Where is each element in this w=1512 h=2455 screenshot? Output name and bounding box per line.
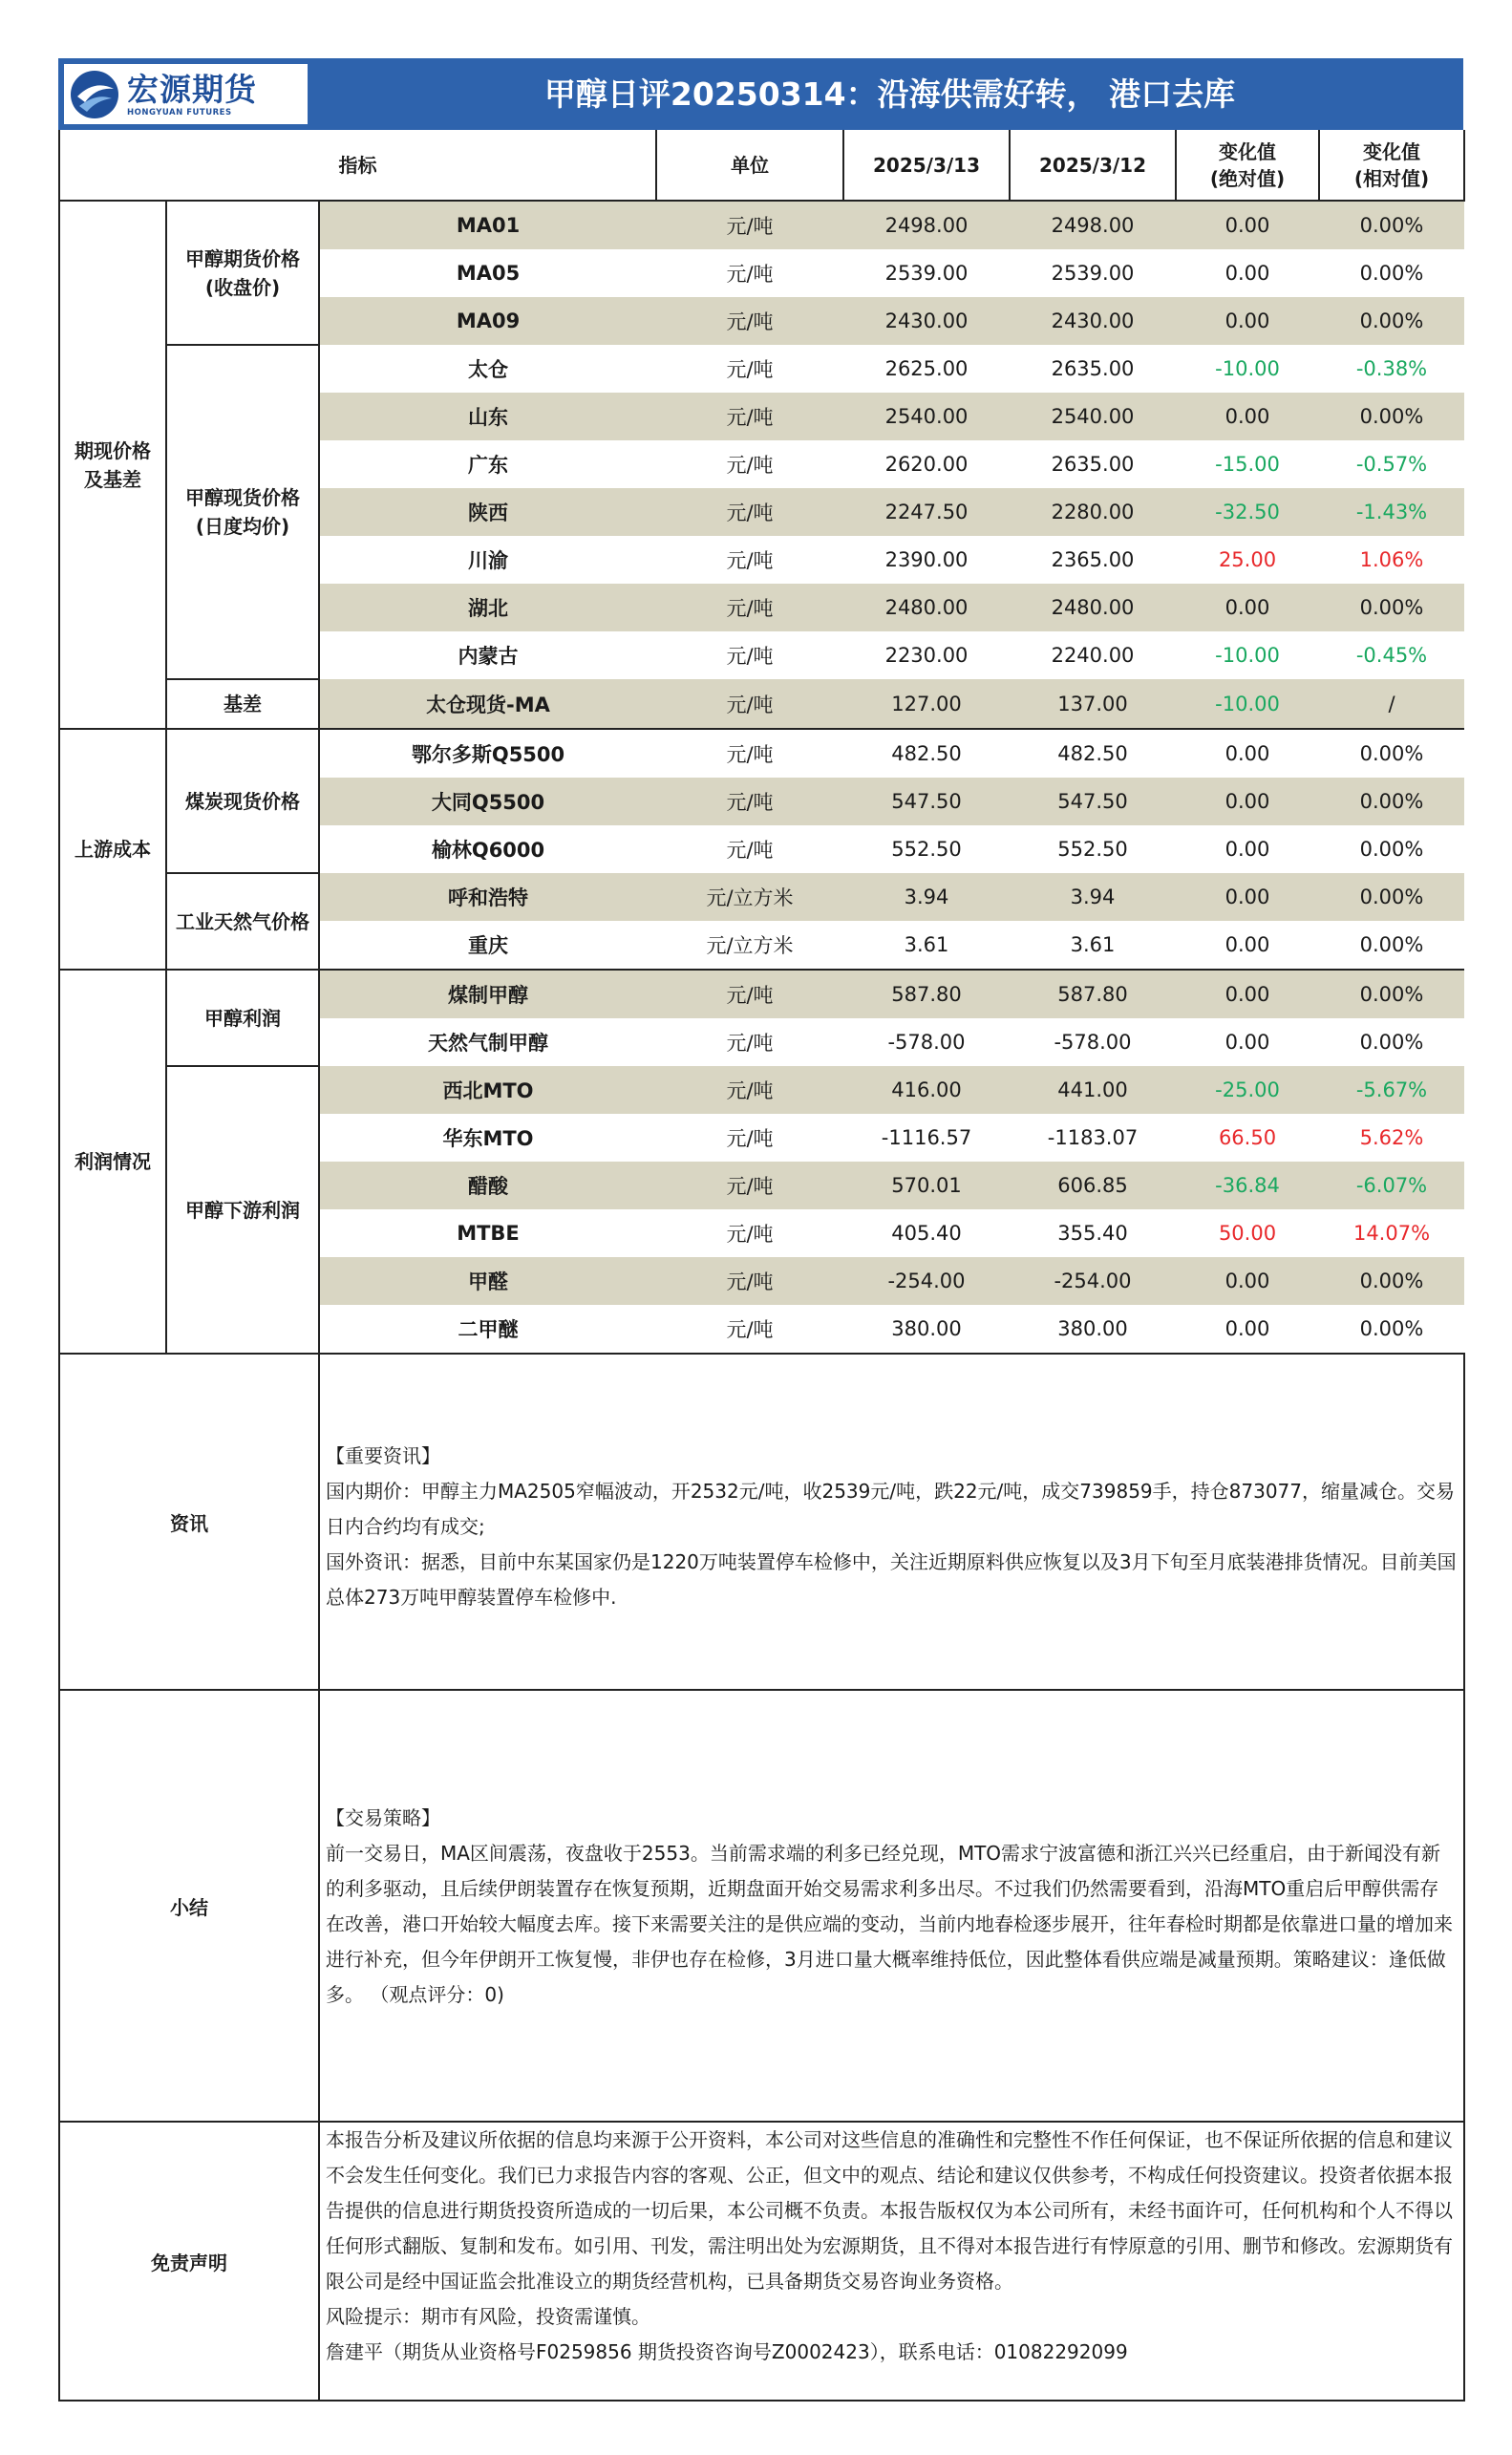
abs-change: 0.00 (1176, 201, 1319, 249)
value-date1: 587.80 (843, 970, 1010, 1018)
unit-cell: 元/吨 (726, 454, 774, 477)
abs-change: 0.00 (1225, 838, 1270, 861)
value-date2: 441.00 (1010, 1066, 1176, 1114)
disclaimer-label: 免责声明 (59, 2122, 319, 2401)
category-profit: 利润情况 (59, 970, 166, 1354)
disclaimer-text: 本报告分析及建议所依据的信息均来源于公开资料，本公司对这些信息的准确性和完整性不作任何保证，也不保证所依据的信息和建议不会发生任何变化。我们已力求报告内容的客观、公正，但文中的观点、结论和建议仅供参考，不构成任何投资建议。投资者依据本报告提供的信息进行期货投资所造成的一切后果，本公司概不负责。本报告版权仅为本公司所有，未经书面许可，任何机构和个人不得以任何形式翻版、复制和发布。如引用、刊发，需注明出处为宏源期货，且不得对本报告进行有悖原意的引用、删节和修改。宏源期货有限公司是经中国证监会批准设立的期货经营机构，已具备期货交易咨询业务资格。 (326, 2128, 1453, 2293)
value-date1: 547.50 (843, 778, 1010, 825)
rel-change: 0.00% (1319, 921, 1464, 970)
unit-cell: 元/吨 (726, 645, 774, 668)
indicator-name: 甲醛 (319, 1257, 656, 1305)
indicator-name: 湖北 (319, 584, 656, 631)
sub-basis: 基差 (166, 679, 319, 729)
abs-change: 0.00 (1176, 297, 1319, 345)
table-row (59, 873, 1464, 921)
value-date1: 405.40 (891, 1222, 962, 1245)
table-header (59, 130, 1464, 201)
value-date2: 2365.00 (1051, 548, 1135, 571)
indicator-name: 煤制甲醇 (319, 970, 656, 1018)
sub-gas-price: 工业天然气价格 (166, 873, 319, 970)
rel-change: 5.62% (1359, 1126, 1424, 1149)
table-row (59, 970, 1464, 1018)
abs-change: 0.00 (1176, 921, 1319, 970)
value-date2: 137.00 (1010, 679, 1176, 729)
logo-en-text: HONGYUAN FUTURES (127, 107, 232, 117)
value-date2: 2480.00 (1010, 584, 1176, 631)
value-date1: -254.00 (843, 1257, 1010, 1305)
unit-cell: 元/吨 (656, 201, 843, 249)
summary-row (59, 1690, 1464, 2122)
info-row (59, 1354, 1464, 1690)
table-row (59, 1066, 1464, 1114)
unit-cell: 元/吨 (656, 393, 843, 440)
unit-cell: 元/吨 (726, 1127, 774, 1150)
value-date2: 380.00 (1010, 1305, 1176, 1354)
value-date1: -1116.57 (881, 1126, 972, 1149)
indicator-name: MA09 (319, 297, 656, 345)
abs-change: -25.00 (1176, 1066, 1319, 1114)
value-date2: 482.50 (1057, 742, 1128, 765)
indicator-name: MA01 (319, 201, 656, 249)
info-content (319, 1354, 1464, 1690)
value-date1: 2247.50 (843, 488, 1010, 536)
unit-cell: 元/吨 (656, 488, 843, 536)
rel-change: -6.07% (1319, 1162, 1464, 1209)
value-date2: 355.40 (1057, 1222, 1128, 1245)
abs-change: -15.00 (1215, 453, 1280, 476)
sub-downstream-profit: 甲醇下游利润 (166, 1066, 319, 1354)
indicator-name: 太仓现货-MA (319, 679, 656, 729)
unit-cell: 元/吨 (726, 1223, 774, 1246)
value-date1: 2539.00 (884, 262, 969, 285)
value-date2: -578.00 (1054, 1031, 1132, 1054)
rel-change: -0.38% (1355, 357, 1428, 380)
indicator-name: 内蒙古 (458, 645, 519, 668)
rel-change: 0.00% (1319, 1257, 1464, 1305)
unit-cell: 元/吨 (656, 679, 843, 729)
unit-cell: 元/立方米 (656, 873, 843, 921)
unit-cell: 元/吨 (726, 263, 774, 286)
rel-change: 0.00% (1319, 970, 1464, 1018)
col-unit: 单位 (656, 130, 843, 201)
abs-change: 0.00 (1176, 393, 1319, 440)
sub-coal-price: 煤炭现货价格 (166, 729, 319, 873)
rel-change: -1.43% (1319, 488, 1464, 536)
value-date1: 552.50 (891, 838, 962, 861)
value-date2: 2498.00 (1010, 201, 1176, 249)
indicator-name: 呼和浩特 (319, 873, 656, 921)
value-date1: 2230.00 (884, 644, 969, 667)
value-date1: 2480.00 (843, 584, 1010, 631)
value-date2: 2635.00 (1051, 357, 1135, 380)
info-label: 资讯 (59, 1354, 319, 1690)
abs-change: 0.00 (1176, 970, 1319, 1018)
abs-change: -10.00 (1176, 679, 1319, 729)
abs-change: 66.50 (1218, 1126, 1277, 1149)
data-table (58, 130, 1465, 2402)
indicator-name: 陕西 (319, 488, 656, 536)
indicator-name: 二甲醚 (319, 1305, 656, 1354)
rel-change: 14.07% (1352, 1222, 1431, 1245)
category-price-basis: 期现价格 及基差 (59, 201, 166, 729)
abs-change: -10.00 (1215, 644, 1280, 667)
table-row (59, 729, 1464, 778)
report-sheet (58, 58, 1463, 2402)
info-domestic: 国内期价：甲醇主力MA2505窄幅波动，开2532元/吨，收2539元/吨，跌22元/吨，成交739859手，持仓873077，缩量减仓。交易日内合约均有成交; (326, 1480, 1455, 1538)
summary-content (319, 1690, 1464, 2122)
value-date1: 2498.00 (843, 201, 1010, 249)
rel-change: 0.00% (1359, 1031, 1424, 1054)
unit-cell: 元/吨 (656, 778, 843, 825)
abs-change: 0.00 (1225, 742, 1270, 765)
value-date1: 3.61 (843, 921, 1010, 970)
value-date1: 2620.00 (884, 453, 969, 476)
value-date2: 547.50 (1010, 778, 1176, 825)
info-foreign: 国外资讯：据悉，目前中东某国家仍是1220万吨装置停车检修中，关注近期原料供应恢复以及3月下旬至月底装港排货情况。目前美国总体273万吨甲醇装置停车检修中. (326, 1550, 1457, 1609)
value-date2: 2540.00 (1010, 393, 1176, 440)
risk-note: 风险提示：期市有风险，投资需谨慎。 (326, 2305, 650, 2328)
rel-change: / (1319, 679, 1464, 729)
indicator-name: 太仓 (468, 358, 508, 381)
rel-change: 0.00% (1319, 584, 1464, 631)
rel-change: 0.00% (1319, 1305, 1464, 1354)
unit-cell: 元/吨 (656, 297, 843, 345)
rel-change: 0.00% (1359, 838, 1424, 861)
value-date1: 2540.00 (843, 393, 1010, 440)
unit-cell: 元/吨 (656, 1066, 843, 1114)
col-date2: 2025/3/12 (1010, 130, 1176, 201)
info-heading: 【重要资讯】 (326, 1444, 440, 1467)
rel-change: 0.00% (1319, 393, 1464, 440)
rel-change: 1.06% (1359, 548, 1424, 571)
abs-change: 0.00 (1225, 262, 1270, 285)
abs-change: 0.00 (1176, 1257, 1319, 1305)
value-date2: 2280.00 (1010, 488, 1176, 536)
indicator-name: 醋酸 (319, 1162, 656, 1209)
report-banner (58, 58, 1463, 130)
col-date1: 2025/3/13 (843, 130, 1010, 201)
value-date1: 416.00 (843, 1066, 1010, 1114)
indicator-name: 川渝 (468, 549, 508, 572)
abs-change: 0.00 (1176, 778, 1319, 825)
unit-cell: 元/吨 (656, 584, 843, 631)
indicator-name: 榆林Q6000 (431, 839, 545, 862)
abs-change: 0.00 (1176, 1305, 1319, 1354)
sub-methanol-profit: 甲醇利润 (166, 970, 319, 1066)
unit-cell: 元/吨 (726, 839, 774, 862)
indicator-name: 山东 (319, 393, 656, 440)
unit-cell: 元/吨 (656, 1162, 843, 1209)
rel-change: -0.57% (1355, 453, 1428, 476)
category-upstream-cost: 上游成本 (59, 729, 166, 970)
sub-futures-price: 甲醇期货价格 (收盘价) (166, 201, 319, 345)
indicator-name: 鄂尔多斯Q5500 (411, 743, 565, 766)
indicator-name: 广东 (468, 454, 508, 477)
abs-change: -36.84 (1176, 1162, 1319, 1209)
value-date2: 552.50 (1057, 838, 1128, 861)
disclaimer-content (319, 2122, 1464, 2401)
col-abs-change: 变化值 (绝对值) (1176, 130, 1319, 201)
rel-change: -5.67% (1319, 1066, 1464, 1114)
summary-text: 前一交易日，MA区间震荡，夜盘收于2553。当前需求端的利多已经兑现，MTO需求宁波富德和浙江兴兴已经重启，由于新闻没有新的利多驱动，且后续伊朗装置存在恢复预期，近期盘面开始交易需求利多出尽。不过我们仍然需要看到，沿海MTO重启后甲醇供需存在改善，港口开始较大幅度去库。接下来需要关注的是供应端的变动，当前内地春检逐步展开，往年春检时期都是依靠进口量的增加来进行补充，但今年伊朗开工恢复慢，非伊也存在检修，3月进口量大概率维持低位，因此整体看供应端是减量预期。策略建议：逢低做多。 （观点评分：0) (326, 1842, 1453, 2006)
value-date2: -1183.07 (1047, 1126, 1139, 1149)
unit-cell: 元/吨 (726, 549, 774, 572)
value-date1: 2430.00 (843, 297, 1010, 345)
sub-spot-price: 甲醇现货价格 (日度均价) (166, 345, 319, 679)
indicator-name: 大同Q5500 (319, 778, 656, 825)
rel-change: 0.00% (1319, 201, 1464, 249)
rel-change: 0.00% (1319, 873, 1464, 921)
value-date1: 380.00 (843, 1305, 1010, 1354)
value-date2: 587.80 (1010, 970, 1176, 1018)
abs-change: -32.50 (1176, 488, 1319, 536)
col-indicator: 指标 (59, 130, 656, 201)
abs-change: 0.00 (1176, 873, 1319, 921)
indicator-name: MTBE (457, 1222, 520, 1245)
value-date2: 606.85 (1010, 1162, 1176, 1209)
summary-heading: 【交易策略】 (326, 1806, 440, 1829)
unit-cell: 元/吨 (656, 1257, 843, 1305)
abs-change: 50.00 (1218, 1222, 1277, 1245)
value-date2: -254.00 (1010, 1257, 1176, 1305)
value-date2: 2635.00 (1051, 453, 1135, 476)
hongyuan-logo-icon (68, 68, 121, 121)
abs-change: 25.00 (1218, 548, 1277, 571)
author-line: 詹建平（期货从业资格号F0259856 期货投资咨询号Z0002423），联系电话：01082292099 (326, 2340, 1128, 2363)
rel-change: 0.00% (1319, 297, 1464, 345)
unit-cell: 元/吨 (656, 970, 843, 1018)
unit-cell: 元/吨 (656, 1305, 843, 1354)
report-title: 甲醇日评20250314：沿海供需好转， 港口去库 (543, 75, 1236, 113)
logo-cn-text: 宏源期货 (127, 70, 257, 108)
value-date1: 482.50 (891, 742, 962, 765)
disclaimer-row (59, 2122, 1464, 2401)
value-date1: -578.00 (887, 1031, 966, 1054)
indicator-name: 天然气制甲醇 (428, 1032, 548, 1055)
value-date1: 3.94 (843, 873, 1010, 921)
indicator-name: MA05 (456, 262, 521, 285)
abs-change: 0.00 (1176, 584, 1319, 631)
indicator-name: 重庆 (319, 921, 656, 970)
value-date1: 2625.00 (884, 357, 969, 380)
rel-change: 0.00% (1359, 262, 1424, 285)
value-date2: 3.94 (1010, 873, 1176, 921)
summary-label: 小结 (59, 1690, 319, 2122)
value-date1: 2390.00 (884, 548, 969, 571)
unit-cell: 元/吨 (726, 743, 774, 766)
unit-cell: 元/立方米 (656, 921, 843, 970)
table-row (59, 345, 1464, 393)
unit-cell: 元/吨 (726, 358, 774, 381)
company-logo (64, 64, 308, 124)
rel-change: 0.00% (1359, 742, 1424, 765)
abs-change: -10.00 (1215, 357, 1280, 380)
value-date1: 570.01 (843, 1162, 1010, 1209)
value-date2: 2430.00 (1010, 297, 1176, 345)
value-date1: 127.00 (843, 679, 1010, 729)
value-date2: 3.61 (1010, 921, 1176, 970)
rel-change: 0.00% (1319, 778, 1464, 825)
table-row (59, 201, 1464, 249)
unit-cell: 元/吨 (726, 1032, 774, 1055)
rel-change: -0.45% (1355, 644, 1428, 667)
indicator-name: 西北MTO (319, 1066, 656, 1114)
col-rel-change: 变化值 (相对值) (1319, 130, 1464, 201)
table-row (59, 679, 1464, 729)
value-date2: 2539.00 (1051, 262, 1135, 285)
value-date2: 2240.00 (1051, 644, 1135, 667)
abs-change: 0.00 (1225, 1031, 1270, 1054)
indicator-name: 华东MTO (442, 1127, 534, 1150)
